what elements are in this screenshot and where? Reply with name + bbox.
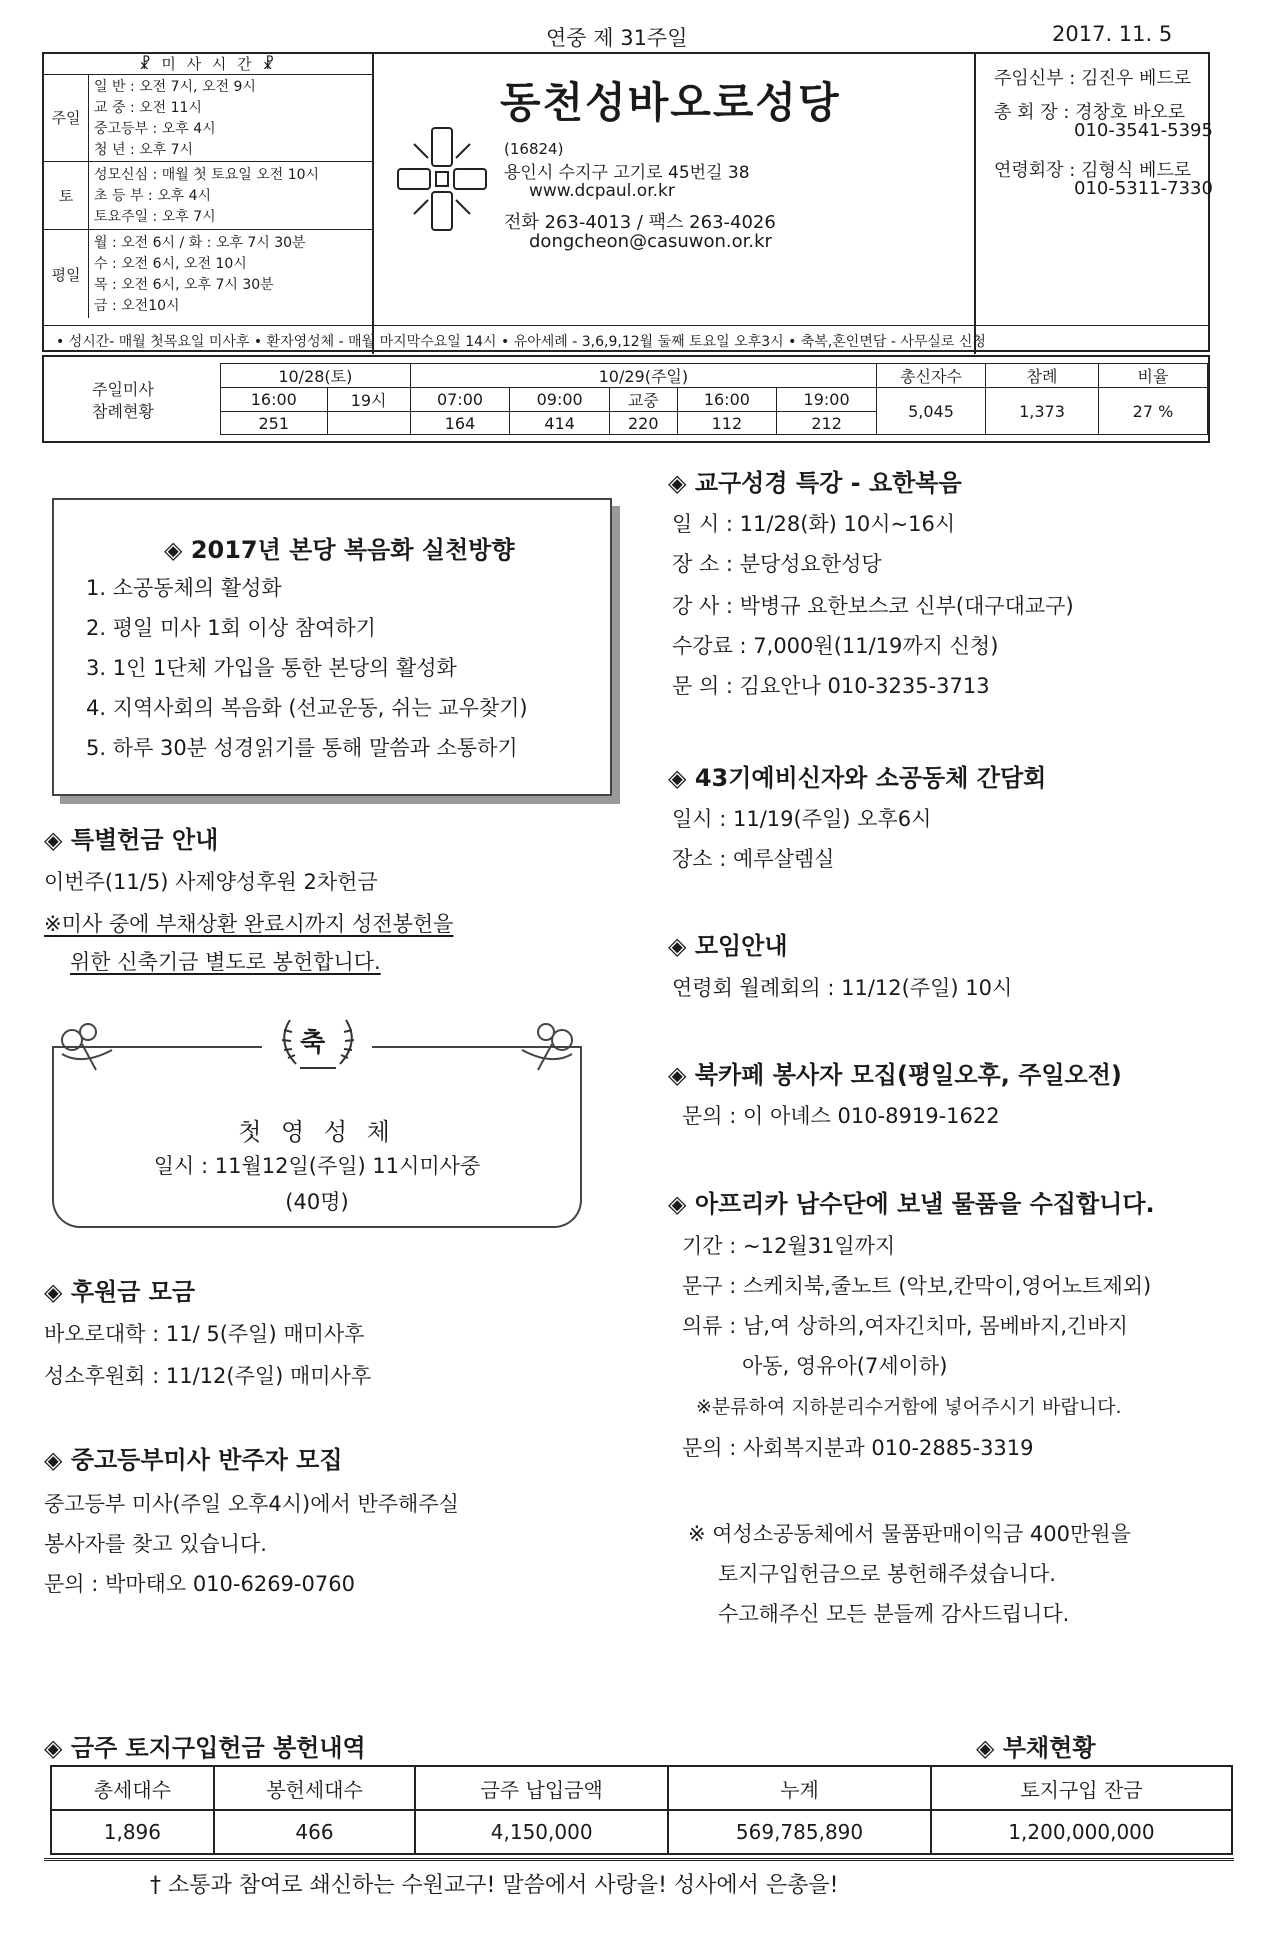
accompanist-line: 중고등부 미사(주일 오후4시)에서 반주해주실 [44,1492,459,1516]
count-cell [327,412,410,435]
table-header: 총세대수 [51,1766,214,1810]
bible-lecture-line: 문 의 : 김요안나 010-3235-3713 [672,674,990,698]
mass-group-label: 토 [44,162,89,229]
mass-group-saturday [44,162,372,230]
goal-item: 1. 소공동체의 활성화 [86,576,282,600]
support-fund-title: ◈ 후원금 모금 [44,1278,196,1306]
time-cell: 16:00 [221,388,328,412]
africa-note: ※분류하여 지하분리수거함에 넣어주시기 바랍니다. [696,1396,1122,1418]
pastor: 주임신부 : 김진우 베드로 [994,68,1192,89]
table-header: 금주 납입금액 [415,1766,668,1810]
mass-times [44,54,374,354]
special-offering-note [70,946,381,976]
special-offering-line: 이번주(11/5) 사제양성후원 2차헌금 [44,870,378,894]
mass-line: 성모신심 : 매월 첫 토요일 오전 10시 [94,167,320,183]
council-president-phone: 010-3541-5395 [1074,120,1213,141]
mass-line: 월 : 오전 6시 / 화 : 오후 7시 30분 [94,235,306,251]
website-link[interactable]: www.dcpaul.or.kr [529,181,675,201]
special-offering-note [44,908,453,938]
attend-value: 1,373 [986,388,1099,435]
attendance-label-1: 주일미사 [92,380,154,399]
footer-divider [44,1858,1234,1861]
table-header: 누계 [668,1766,931,1810]
schedule-strip [42,325,1210,354]
time-cell: 16:00 [677,388,777,412]
first-communion-count: (40명) [285,1190,349,1214]
council-president: 총 회 장 : 경창호 바오로 [994,102,1186,123]
accompanist-line: 봉사자를 찾고 있습니다. [44,1532,267,1556]
table-header: 토지구입 잔금 [931,1766,1232,1810]
mass-line: 수 : 오전 6시, 오전 10시 [94,256,247,272]
special-offering-note-text: 위한 신축기금 별도로 봉헌합니다. [70,950,381,974]
ratio-label: 비율 [1099,364,1208,388]
celebration-badge: 축 [300,1028,326,1058]
time-cell: 09:00 [510,388,610,412]
time-cell: 07:00 [410,388,510,412]
meeting-line: 연령회 월례회의 : 11/12(주일) 10시 [672,976,1013,1000]
count-cell: 251 [221,412,328,435]
count-cell: 212 [777,412,877,435]
book-cafe-title: ◈ 북카페 봉사자 모집(평일오후, 주일오전) [668,1061,1122,1089]
count-cell: 112 [677,412,777,435]
attendance-label-2: 참례현황 [92,402,154,421]
catechumen-line: 일시 : 11/19(주일) 오후6시 [672,807,932,831]
date-sunday: 10/29(주일) [410,364,876,388]
mass-line: 목 : 오전 6시, 오후 7시 30분 [94,277,274,293]
debt-status-title: ◈ 부채현황 [976,1734,1096,1762]
church-logo-icon [394,124,490,234]
time-cell: 19시 [327,388,410,412]
bible-lecture-line: 수강료 : 7,000원(11/19까지 신청) [672,634,999,658]
first-communion-box [52,1048,582,1228]
mass-line: 금 : 오전10시 [94,298,180,314]
time-cell: 교중 [610,388,678,412]
thanks-line: 토지구입헌금으로 봉헌해주셨습니다. [718,1562,1056,1586]
parish-goals-box [52,498,612,796]
bible-lecture-line: 강 사 : 박병규 요한보스코 신부(대구대교구) [672,594,1074,618]
goal-item: 3. 1인 1단체 가입을 통한 본당의 활성화 [86,656,457,680]
ratio-value: 27 % [1099,388,1208,435]
table-cell: 4,150,000 [415,1810,668,1854]
meeting-title: ◈ 모임안내 [668,932,788,960]
count-cell: 414 [510,412,610,435]
africa-title: ◈ 아프리카 남수단에 보낼 물품을 수집합니다. [668,1190,1155,1218]
mass-line: 교 중 : 오전 11시 [94,100,202,116]
africa-line: 아동, 영유아(7세이하) [742,1354,948,1378]
special-offering-note-text: ※미사 중에 부채상환 완료시까지 성전봉헌을 [44,912,454,936]
table-cell: 1,200,000,000 [931,1810,1232,1854]
date-saturday: 10/28(토) [221,364,411,388]
mass-group-label: 주일 [44,74,89,161]
total-value: 5,045 [877,388,986,435]
mass-line: 토요주일 : 오후 7시 [94,209,216,225]
bible-lecture-line: 장 소 : 분당성요한성당 [672,552,882,576]
count-cell: 164 [410,412,510,435]
total-label: 총신자수 [877,364,986,388]
catechumen-line: 장소 : 예루살렘실 [672,847,835,871]
land-fund-title: ◈ 금주 토지구입헌금 봉헌내역 [44,1734,366,1762]
land-fund-table [50,1765,1233,1855]
mass-group-sunday [44,74,372,162]
attendance-table [220,363,1208,435]
support-fund-line: 바오로대학 : 11/ 5(주일) 매미사후 [44,1322,365,1346]
funeral-council-head: 연령회장 : 김형식 베드로 [994,160,1192,181]
special-offering-title: ◈ 특별헌금 안내 [44,826,219,854]
table-cell: 466 [214,1810,415,1854]
book-cafe-contact: 문의 : 이 아녜스 010-8919-1622 [682,1104,1000,1128]
mass-line: 초 등 부 : 오후 4시 [94,188,212,204]
africa-line: 문구 : 스케치북,줄노트 (악보,칸막이,영어노트제외) [682,1274,1152,1298]
footer-motto: † 소통과 참여로 쇄신하는 수원교구! 말씀에서 사랑을! 성사에서 은총을! [150,1873,839,1898]
schedule-strip-text: • 성시간- 매월 첫목요일 미사후 • 환자영성체 - 매월 마지막수요일 14시 • 유아세례 - 3,6,9,12월 둘째 토요일 오후3시 • 축복,혼인면담 - 사무실로 신청 [56,334,986,350]
count-cell: 220 [610,412,678,435]
parish-goals-title: ◈ 2017년 본당 복음화 실천방향 [164,536,515,564]
africa-line: 기간 : ~12월31일까지 [682,1234,896,1258]
mass-line: 청 년 : 오후 7시 [94,142,194,158]
table-header: 봉헌세대수 [214,1766,415,1810]
liturgical-week: 연중 제 31주일 [546,26,688,50]
goal-item: 2. 평일 미사 1회 이상 참여하기 [86,616,376,640]
goal-item: 5. 하루 30분 성경읽기를 통해 말씀과 소통하기 [86,736,518,760]
church-block [374,54,974,354]
thanks-line: 수고해주신 모든 분들께 감사드립니다. [718,1602,1070,1626]
mass-group-weekday [44,230,372,318]
mass-group-label: 평일 [44,230,89,318]
support-fund-line: 성소후원회 : 11/12(주일) 매미사후 [44,1364,372,1388]
church-name: 동천성바오로성당 [500,78,841,127]
africa-line: 의류 : 남,여 상하의,여자긴치마, 몸베바지,긴바지 [682,1314,1128,1338]
accompanist-title: ◈ 중고등부미사 반주자 모집 [44,1446,343,1474]
attendance-box [42,355,1210,443]
staff-info [974,54,1213,354]
bible-lecture-title: ◈ 교구성경 특강 - 요한복음 [668,469,962,497]
mass-times-title: ☧ 미 사 시 간 ☧ [44,54,372,75]
table-cell: 1,896 [51,1810,214,1854]
phone-fax: 전화 263-4013 / 팩스 263-4026 [504,212,776,233]
goal-item: 4. 지역사회의 복음화 (선교운동, 쉬는 교우찾기) [86,696,528,720]
attend-label: 참례 [986,364,1099,388]
accompanist-contact: 문의 : 박마태오 010-6269-0760 [44,1572,355,1596]
mass-line: 일 반 : 오전 7시, 오전 9시 [94,79,256,95]
mass-line: 중고등부 : 오후 4시 [94,121,216,137]
bulletin-date: 2017. 11. 5 [1052,22,1173,46]
email-link[interactable]: dongcheon@casuwon.or.kr [529,231,772,252]
catechumen-title: ◈ 43기예비신자와 소공동체 간담회 [668,764,1047,792]
first-communion-date: 일시 : 11월12일(주일) 11시미사중 [153,1154,481,1178]
address: 용인시 수지구 고기로 45번길 38 [504,163,750,183]
africa-contact: 문의 : 사회복지분과 010-2885-3319 [682,1436,1034,1460]
time-cell: 19:00 [777,388,877,412]
first-communion-title: 첫 영 성 체 [238,1118,396,1146]
funeral-council-phone: 010-5311-7330 [1074,178,1213,199]
thanks-line: ※ 여성소공동체에서 물품판매이익금 400만원을 [688,1522,1131,1546]
bible-lecture-line: 일 시 : 11/28(화) 10시~16시 [672,512,956,536]
header-box [42,52,1213,352]
postal-code: (16824) [504,140,564,158]
table-cell: 569,785,890 [668,1810,931,1854]
